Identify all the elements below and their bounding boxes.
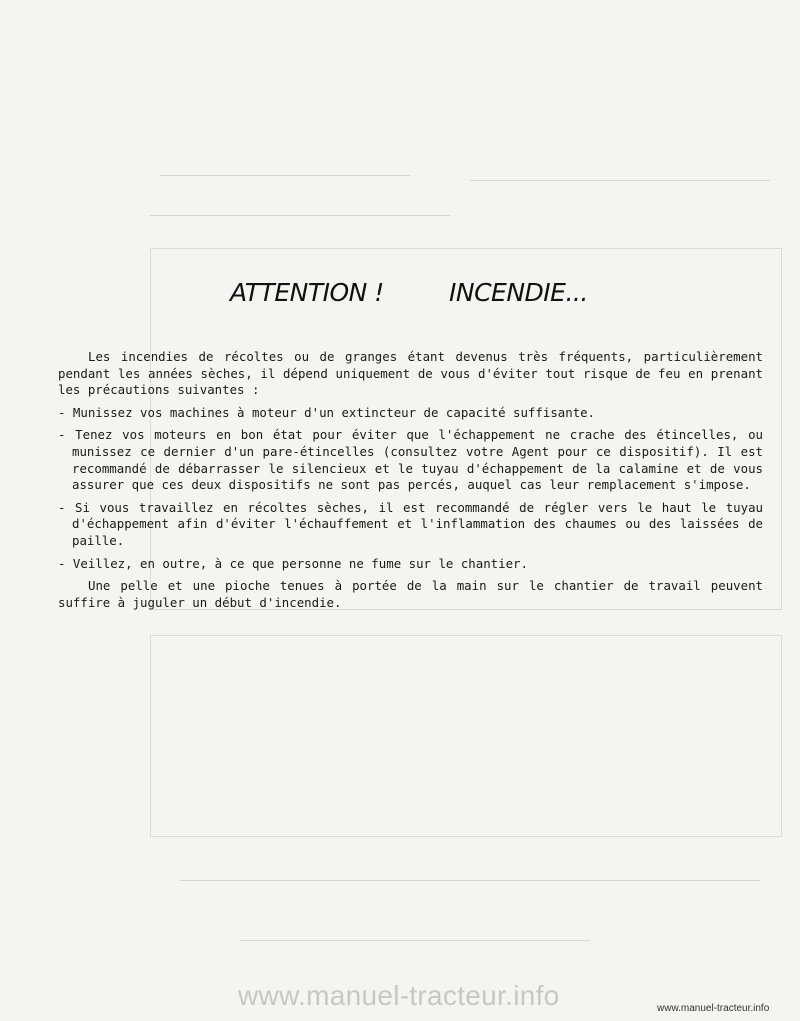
bleed-through-box xyxy=(150,635,782,837)
heading-incendie: INCENDIE... xyxy=(449,278,588,307)
bleed-through-line xyxy=(180,880,760,881)
bleed-through-line xyxy=(240,940,590,941)
heading-attention: ATTENTION ! xyxy=(230,278,384,307)
bleed-through-line xyxy=(150,215,450,216)
list-item: - Munissez vos machines à moteur d'un extincteur de capacité suffisante. xyxy=(58,404,596,420)
list-item: - Veillez, en outre, à ce que personne ne fume sur le chantier. xyxy=(58,555,528,571)
bleed-through-line xyxy=(160,175,410,176)
list-item: - Si vous travaillez en récoltes sèches, il est recommandé de régler vers le haut le tuyau d'échappement afin d'éviter l'échauffement et l'inflammation des chaumes ou des laissées de paille. xyxy=(58,499,763,548)
bleed-through-line xyxy=(470,180,770,181)
list-item: - Tenez vos moteurs en bon état pour éviter que l'échappement ne crache des étincelles, ou munissez ce dernier d'un pare-étincelles (consultez votre Agent pour ce dispositif). Il est recommandé de débarrasser le silencieux et le tuyau d'échappement de la calamine et de vous assurer que ces deux dispositifs ne sont pas percés, auquel cas leur remplacement s'impose. xyxy=(58,427,763,493)
intro-paragraph: Les incendies de récoltes ou de granges étant devenus très fréquents, particulièrement pendant les années sèches, il dépend uniquement de vous d'éviter tout risque de feu en prenant les précautions suivantes : xyxy=(58,349,763,398)
safety-notice xyxy=(58,349,763,617)
site-watermark: www.manuel-tracteur.info xyxy=(238,980,560,1011)
closing-paragraph: Une pelle et une pioche tenues à portée de la main sur le chantier de travail peuvent suffire à juguler un début d'incendie. xyxy=(58,578,763,610)
footer-url[interactable]: www.manuel-tracteur.info xyxy=(657,1003,770,1014)
